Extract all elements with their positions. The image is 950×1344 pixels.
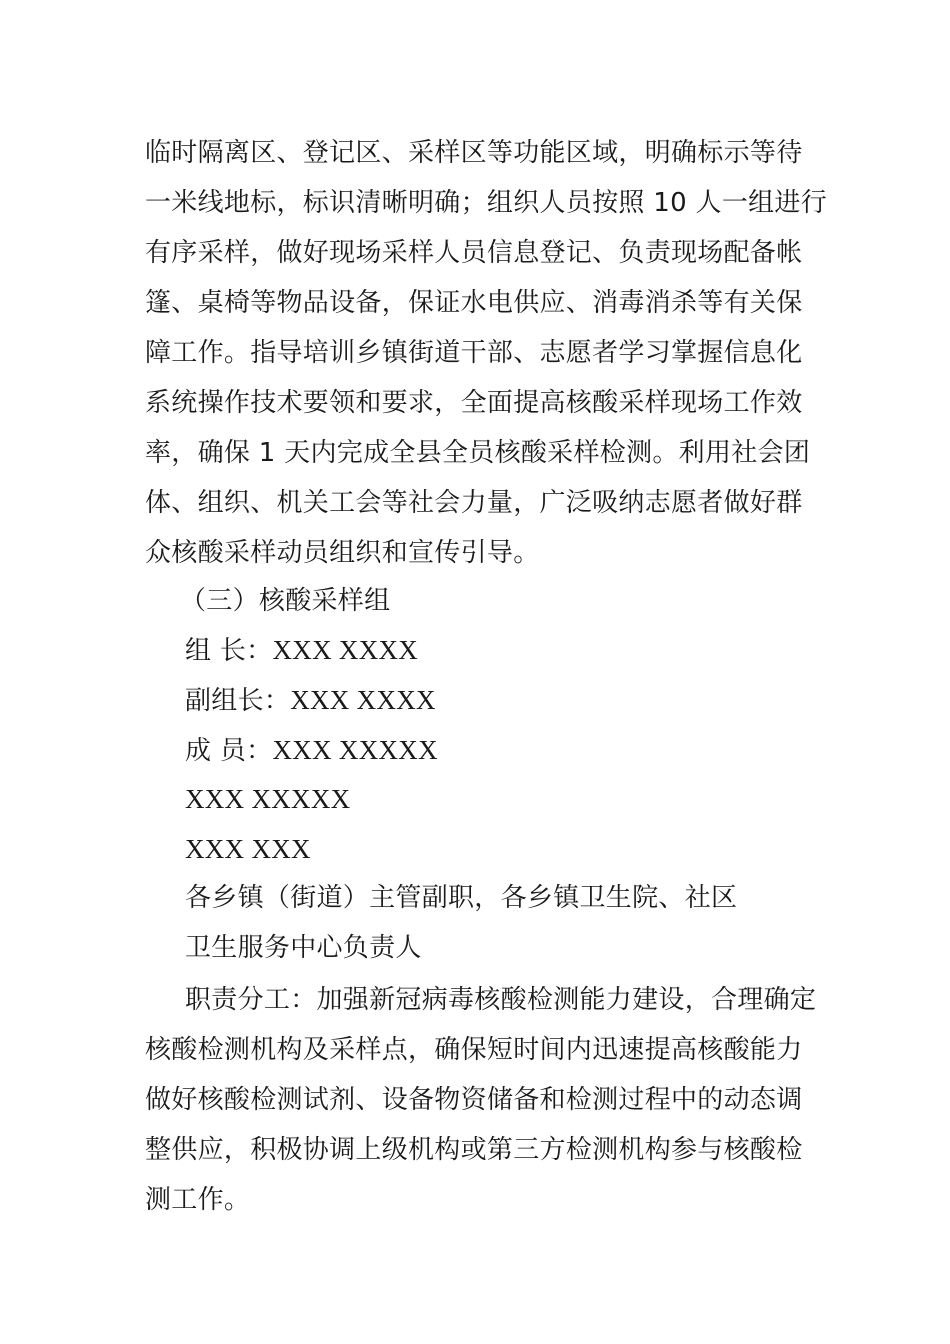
body-text-line: 临时隔离区、登记区、采样区等功能区域，明确标示等待 — [145, 138, 803, 168]
leader-value: XXX XXXX — [272, 635, 419, 665]
deputy-row — [185, 683, 436, 718]
member-value: XXX XXXXX — [272, 735, 438, 765]
body-text-line: 篷、桌椅等物品设备，保证水电供应、消毒消杀等有关保 — [145, 288, 803, 318]
duties-line: 测工作。 — [145, 1185, 251, 1215]
member-name: XXX XXXXX — [185, 784, 351, 814]
duties-line: 职责分工：加强新冠病毒核酸检测能力建设，合理确定 — [185, 985, 817, 1015]
deputy-value: XXX XXXX — [290, 685, 436, 715]
member-note: 各乡镇（街道）主管副职，各乡镇卫生院、社区 — [185, 883, 738, 913]
body-text-line: 障工作。指导培训乡镇街道干部、志愿者学习掌握信息化 — [145, 338, 803, 368]
body-text-line: 众核酸采样动员组织和宣传引导。 — [145, 538, 540, 568]
member-name: XXX XXX — [185, 834, 311, 864]
duties-line: 整供应，积极协调上级机构或第三方检测机构参与核酸检 — [145, 1135, 803, 1165]
body-text-line: 率，确保 1 天内完成全县全员核酸采样检测。利用社会团 — [145, 438, 811, 468]
leader-label: 组 长： — [185, 636, 273, 666]
deputy-label: 副组长： — [185, 686, 291, 716]
member-row — [185, 733, 438, 768]
duties-line: 做好核酸检测试剂、设备物资储备和检测过程中的动态调 — [145, 1085, 803, 1115]
member-note: 卫生服务中心负责人 — [185, 933, 422, 963]
leader-row — [185, 633, 418, 668]
section-heading: （三）核酸采样组 — [180, 586, 391, 616]
body-text-line: 有序采样，做好现场采样人员信息登记、负责现场配备帐 — [145, 238, 803, 268]
body-text-line: 系统操作技术要领和要求，全面提高核酸采样现场工作效 — [145, 388, 803, 418]
body-text-line: 一米线地标，标识清晰明确；组织人员按照 10 人一组进行 — [145, 188, 828, 218]
body-text-line: 体、组织、机关工会等社会力量，广泛吸纳志愿者做好群 — [145, 488, 803, 518]
duties-line: 核酸检测机构及采样点，确保短时间内迅速提高核酸能力 — [145, 1035, 803, 1065]
member-label: 成 员： — [185, 736, 273, 766]
